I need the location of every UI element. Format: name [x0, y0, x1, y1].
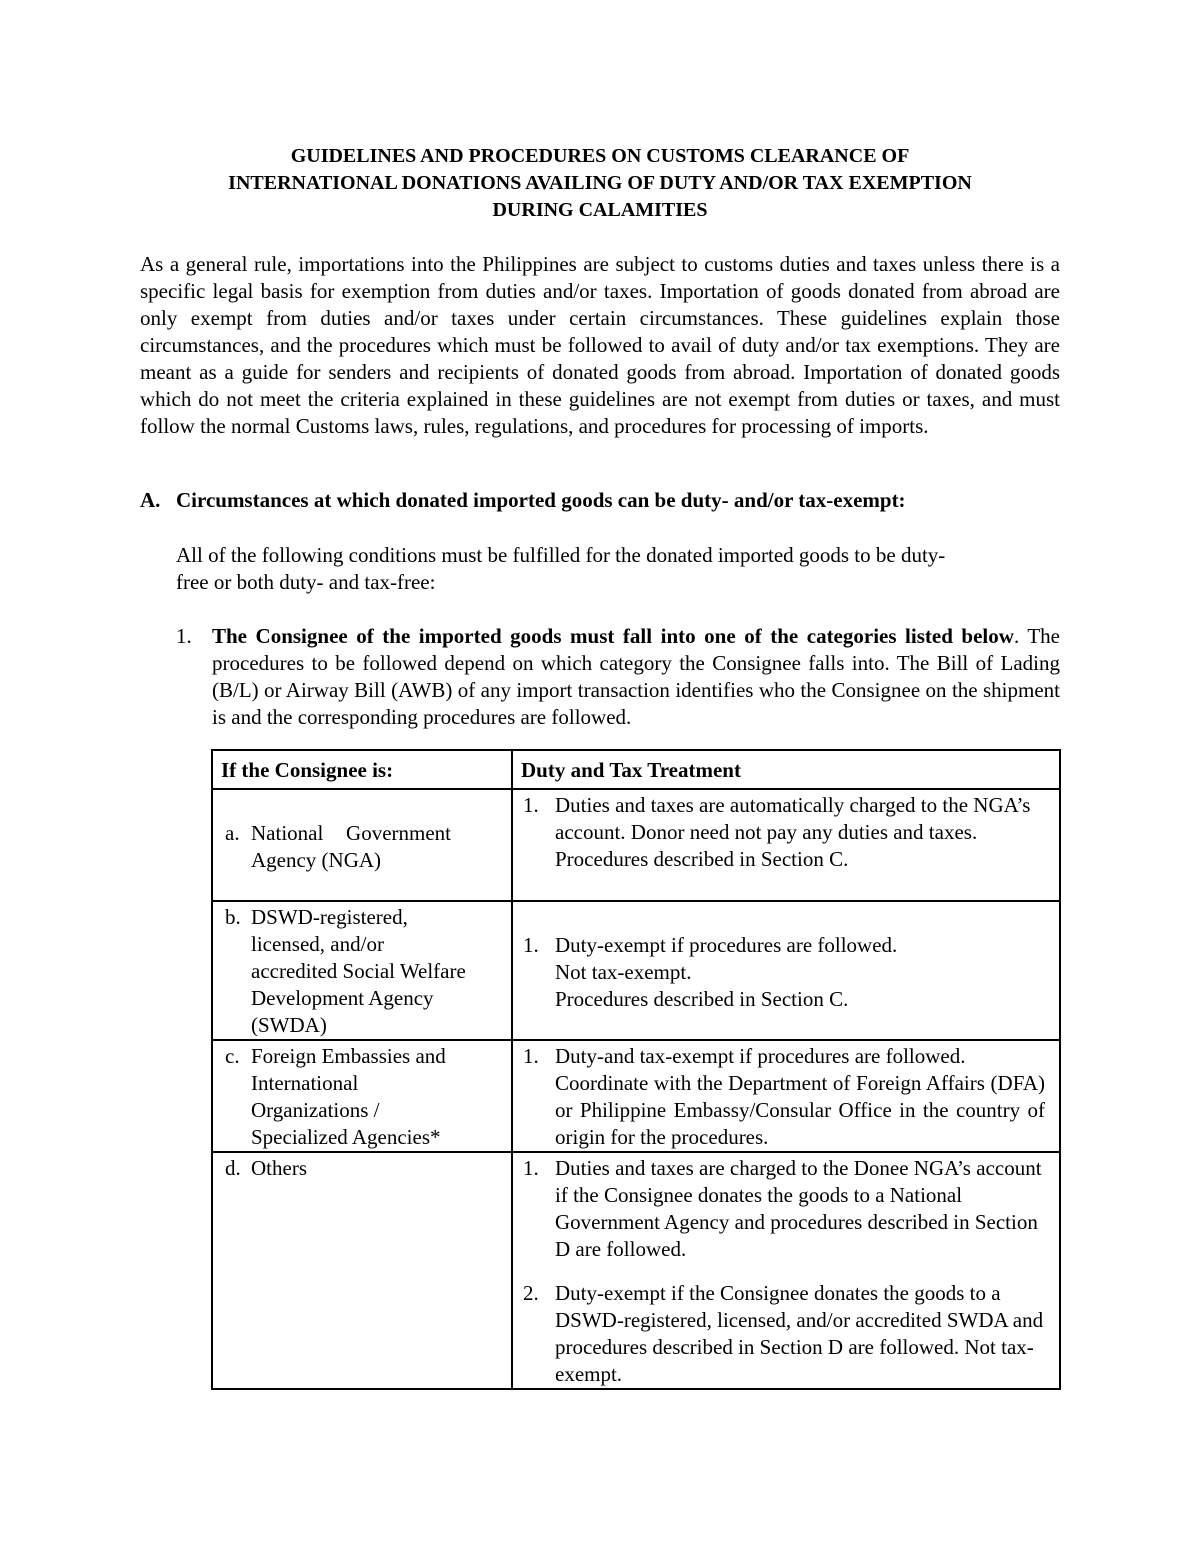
consignee-cell — [212, 901, 512, 1040]
title-line: INTERNATIONAL DONATIONS AVAILING OF DUTY AND/OR TAX EXEMPTION — [228, 172, 972, 194]
list-item-text: . The procedures to be followed depend on which category the Consignee falls into. The Bill of Lading (B/L) or Airway Bill (AWB) of any import transaction identifies who the Consignee on the shipment is and the corresponding procedures are followed. — [212, 624, 1060, 729]
conditions-paragraph — [176, 542, 1046, 596]
list-item-1 — [176, 623, 1060, 731]
column-header: Duty and Tax Treatment — [512, 750, 1060, 789]
treatment-cell — [512, 789, 1060, 901]
treatment-text: Duties and taxes are charged to the Donee NGA’s account if the Consignee donates the goods to a National Government Agency and procedures described in Section D are followed. — [555, 1156, 1042, 1261]
treatment-number: 1. — [523, 793, 539, 817]
consignee-label: Development Agency — [251, 986, 434, 1010]
treatment-cell — [512, 1152, 1060, 1389]
consignee-cell — [212, 1152, 512, 1389]
table-row — [212, 1040, 1060, 1152]
consignee-label: Others — [251, 1156, 307, 1180]
row-letter: b. — [225, 905, 241, 929]
consignee-label: licensed, and/or — [251, 932, 384, 956]
conditions-line: All of the following conditions must be fulfilled for the donated imported goods to be duty- — [176, 543, 946, 567]
table-header-row — [212, 750, 1060, 789]
consignee-label: International — [251, 1071, 359, 1095]
consignee-treatment-table — [211, 749, 1061, 1390]
consignee-label: DSWD-registered, — [251, 905, 408, 929]
section-heading-text: Circumstances at which donated imported goods can be duty- and/or tax-exempt: — [176, 488, 906, 512]
consignee-label: Organizations / — [251, 1098, 380, 1122]
consignee-label: Specialized Agencies* — [251, 1125, 441, 1149]
row-letter: a. — [225, 821, 240, 845]
treatment-text: Not tax-exempt. — [555, 960, 692, 984]
conditions-line: free or both duty- and tax-free: — [176, 570, 436, 594]
section-a-heading — [140, 487, 1060, 514]
treatment-cell — [512, 1040, 1060, 1152]
treatment-text: Procedures described in Section C. — [555, 847, 849, 871]
consignee-cell — [212, 1040, 512, 1152]
row-letter: c. — [225, 1044, 240, 1068]
treatment-number: 1. — [523, 1156, 539, 1180]
column-header: If the Consignee is: — [212, 750, 512, 789]
section-letter: A. — [140, 488, 161, 512]
table-row — [212, 901, 1060, 1040]
consignee-label: National Government Agency (NGA) — [251, 821, 451, 872]
treatment-text: Duty-and tax-exempt if procedures are followed. — [555, 1044, 966, 1068]
table-row — [212, 1152, 1060, 1389]
treatment-text: Duties and taxes are automatically charged to the NGA’s account. Donor need not pay any duties and taxes. — [555, 793, 1031, 844]
consignee-label: accredited Social Welfare — [251, 959, 466, 983]
title-line: GUIDELINES AND PROCEDURES ON CUSTOMS CLEARANCE OF — [290, 145, 910, 167]
consignee-label: Foreign Embassies and — [251, 1044, 446, 1068]
treatment-text: Duty-exempt if procedures are followed. — [555, 933, 898, 957]
table-row — [212, 789, 1060, 901]
consignee-label: (SWDA) — [251, 1013, 327, 1037]
title-line: DURING CALAMITIES — [492, 199, 708, 221]
list-number: 1. — [176, 624, 192, 648]
document-title — [140, 143, 1060, 224]
list-item-bold-text: The Consignee of the imported goods must fall into one of the categories listed below — [212, 624, 1014, 648]
treatment-text: Procedures described in Section C. — [555, 987, 849, 1011]
treatment-number: 1. — [523, 933, 539, 957]
intro-paragraph: As a general rule, importations into the Philippines are subject to customs duties and taxes unless there is a specific legal basis for exemption from duties and/or taxes. Importation of goods donated from abroad are only exempt from duties and/or taxes under certain circumstances. These guidelines explain those circumstances, and the procedures which must be followed to avail of duty and/or tax exemptions. They are meant as a guide for senders and recipients of donated goods from abroad. Importation of donated goods which do not meet the criteria explained in these guidelines are not exempt from duties or taxes, and must follow the normal Customs laws, rules, regulations, and procedures for processing of imports. — [140, 252, 1060, 438]
treatment-text: Coordinate with the Department of Foreign Affairs (DFA) or Philippine Embassy/Consular Office in the country of origin for the procedures. — [555, 1071, 1045, 1149]
treatment-number: 1. — [523, 1044, 539, 1068]
treatment-cell — [512, 901, 1060, 1040]
row-letter: d. — [225, 1156, 241, 1180]
treatment-number: 2. — [523, 1281, 539, 1305]
consignee-cell — [212, 789, 512, 901]
treatment-text: Duty-exempt if the Consignee donates the goods to a DSWD-registered, licensed, and/or accredited SWDA and procedures described in Section D are followed. Not tax-exempt. — [555, 1281, 1044, 1386]
